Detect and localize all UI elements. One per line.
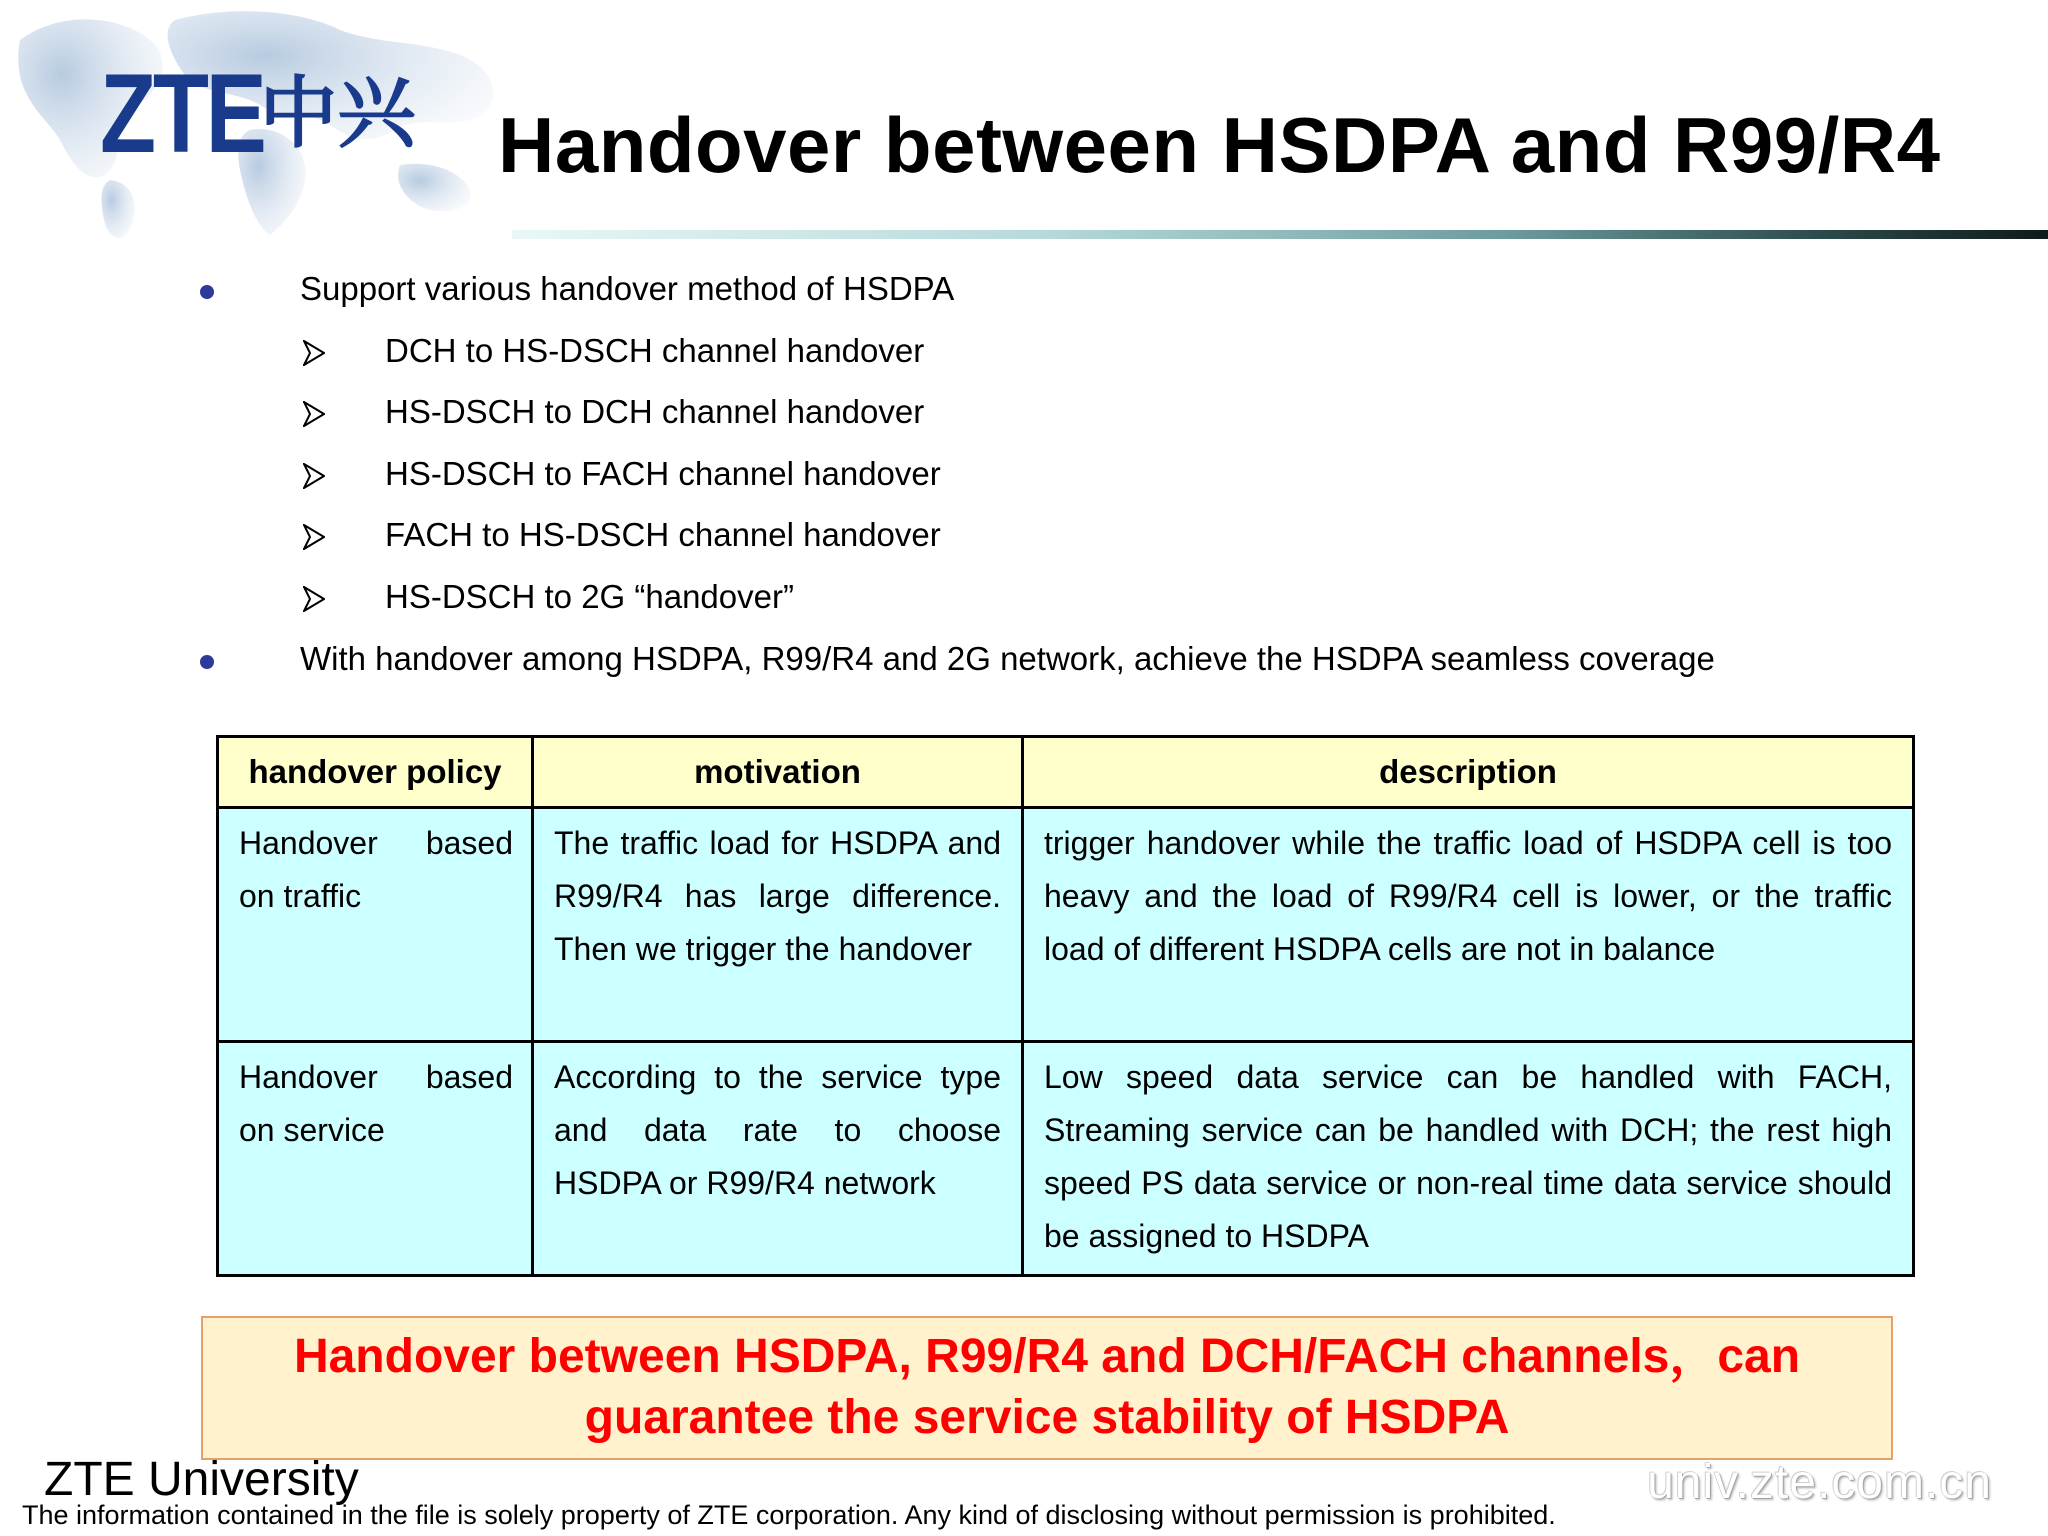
footer-disclaimer: The information contained in the file is solely property of ZTE corporation. Any kind of disclosing without permission is prohibited. (22, 1500, 1556, 1530)
description-cell: trigger handover while the traffic load of HSDPA cell is too heavy and the load of R99/R4 cell is lower, or the traffic load of different HSDPA cells are not in balance (1023, 808, 1914, 1042)
header-motivation: motivation (533, 737, 1023, 808)
footer-brand: ZTE University (44, 1453, 359, 1506)
logo-latin-text: ZTE (100, 51, 264, 176)
sub-bullet-item: HS-DSCH to DCH channel handover (385, 393, 925, 430)
site-watermark: univ.zte.com.cn (1647, 1456, 1992, 1509)
arrow-bullet-icon (303, 401, 325, 427)
arrow-bullet-icon (303, 340, 325, 366)
zte-logo (100, 51, 416, 176)
handover-policy-table (216, 735, 1915, 1277)
arrow-bullet-icon (303, 524, 325, 550)
description-cell: Low speed data service can be handled with FACH, Streaming service can be handled with DCH; the rest high speed PS data service or non-real time data service should be assigned to HSDPA (1023, 1042, 1914, 1276)
table-row (218, 808, 1914, 1042)
sub-bullet-item: FACH to HS-DSCH channel handover (385, 516, 941, 553)
sub-bullet-item: HS-DSCH to FACH channel handover (385, 455, 941, 492)
policy-cell: Handover based on traffic (218, 808, 533, 1042)
bullet-dot-icon (200, 285, 214, 299)
callout-line-2: guarantee the service stability of HSDPA (584, 1391, 1510, 1444)
motivation-cell: The traffic load for HSDPA and R99/R4 has large difference. Then we trigger the handover (533, 808, 1023, 1042)
table-row (218, 1042, 1914, 1276)
table-header-row (218, 737, 1914, 808)
logo-cjk-text: 中兴 (259, 69, 416, 159)
bullet-dot-icon (200, 655, 214, 669)
page-title: Handover between HSDPA and R99/R4 (498, 101, 1941, 189)
arrow-bullet-icon (303, 586, 325, 612)
header-description: description (1023, 737, 1914, 808)
sub-bullet-item: HS-DSCH to 2G “handover” (385, 578, 794, 615)
arrow-bullet-icon (303, 463, 325, 489)
policy-cell: Handover based on service (218, 1042, 533, 1276)
motivation-cell: According to the service type and data rate to choose HSDPA or R99/R4 network (533, 1042, 1023, 1276)
sub-bullet-item: DCH to HS-DSCH channel handover (385, 332, 925, 369)
bullet-item: Support various handover method of HSDPA (300, 270, 955, 307)
summary-callout (201, 1316, 1893, 1460)
callout-line-1: Handover between HSDPA, R99/R4 and DCH/FACH channels，can (293, 1330, 1801, 1383)
title-divider (512, 230, 2048, 239)
header-handover-policy: handover policy (218, 737, 533, 808)
bullet-item: With handover among HSDPA, R99/R4 and 2G network, achieve the HSDPA seamless coverage (300, 640, 1715, 677)
